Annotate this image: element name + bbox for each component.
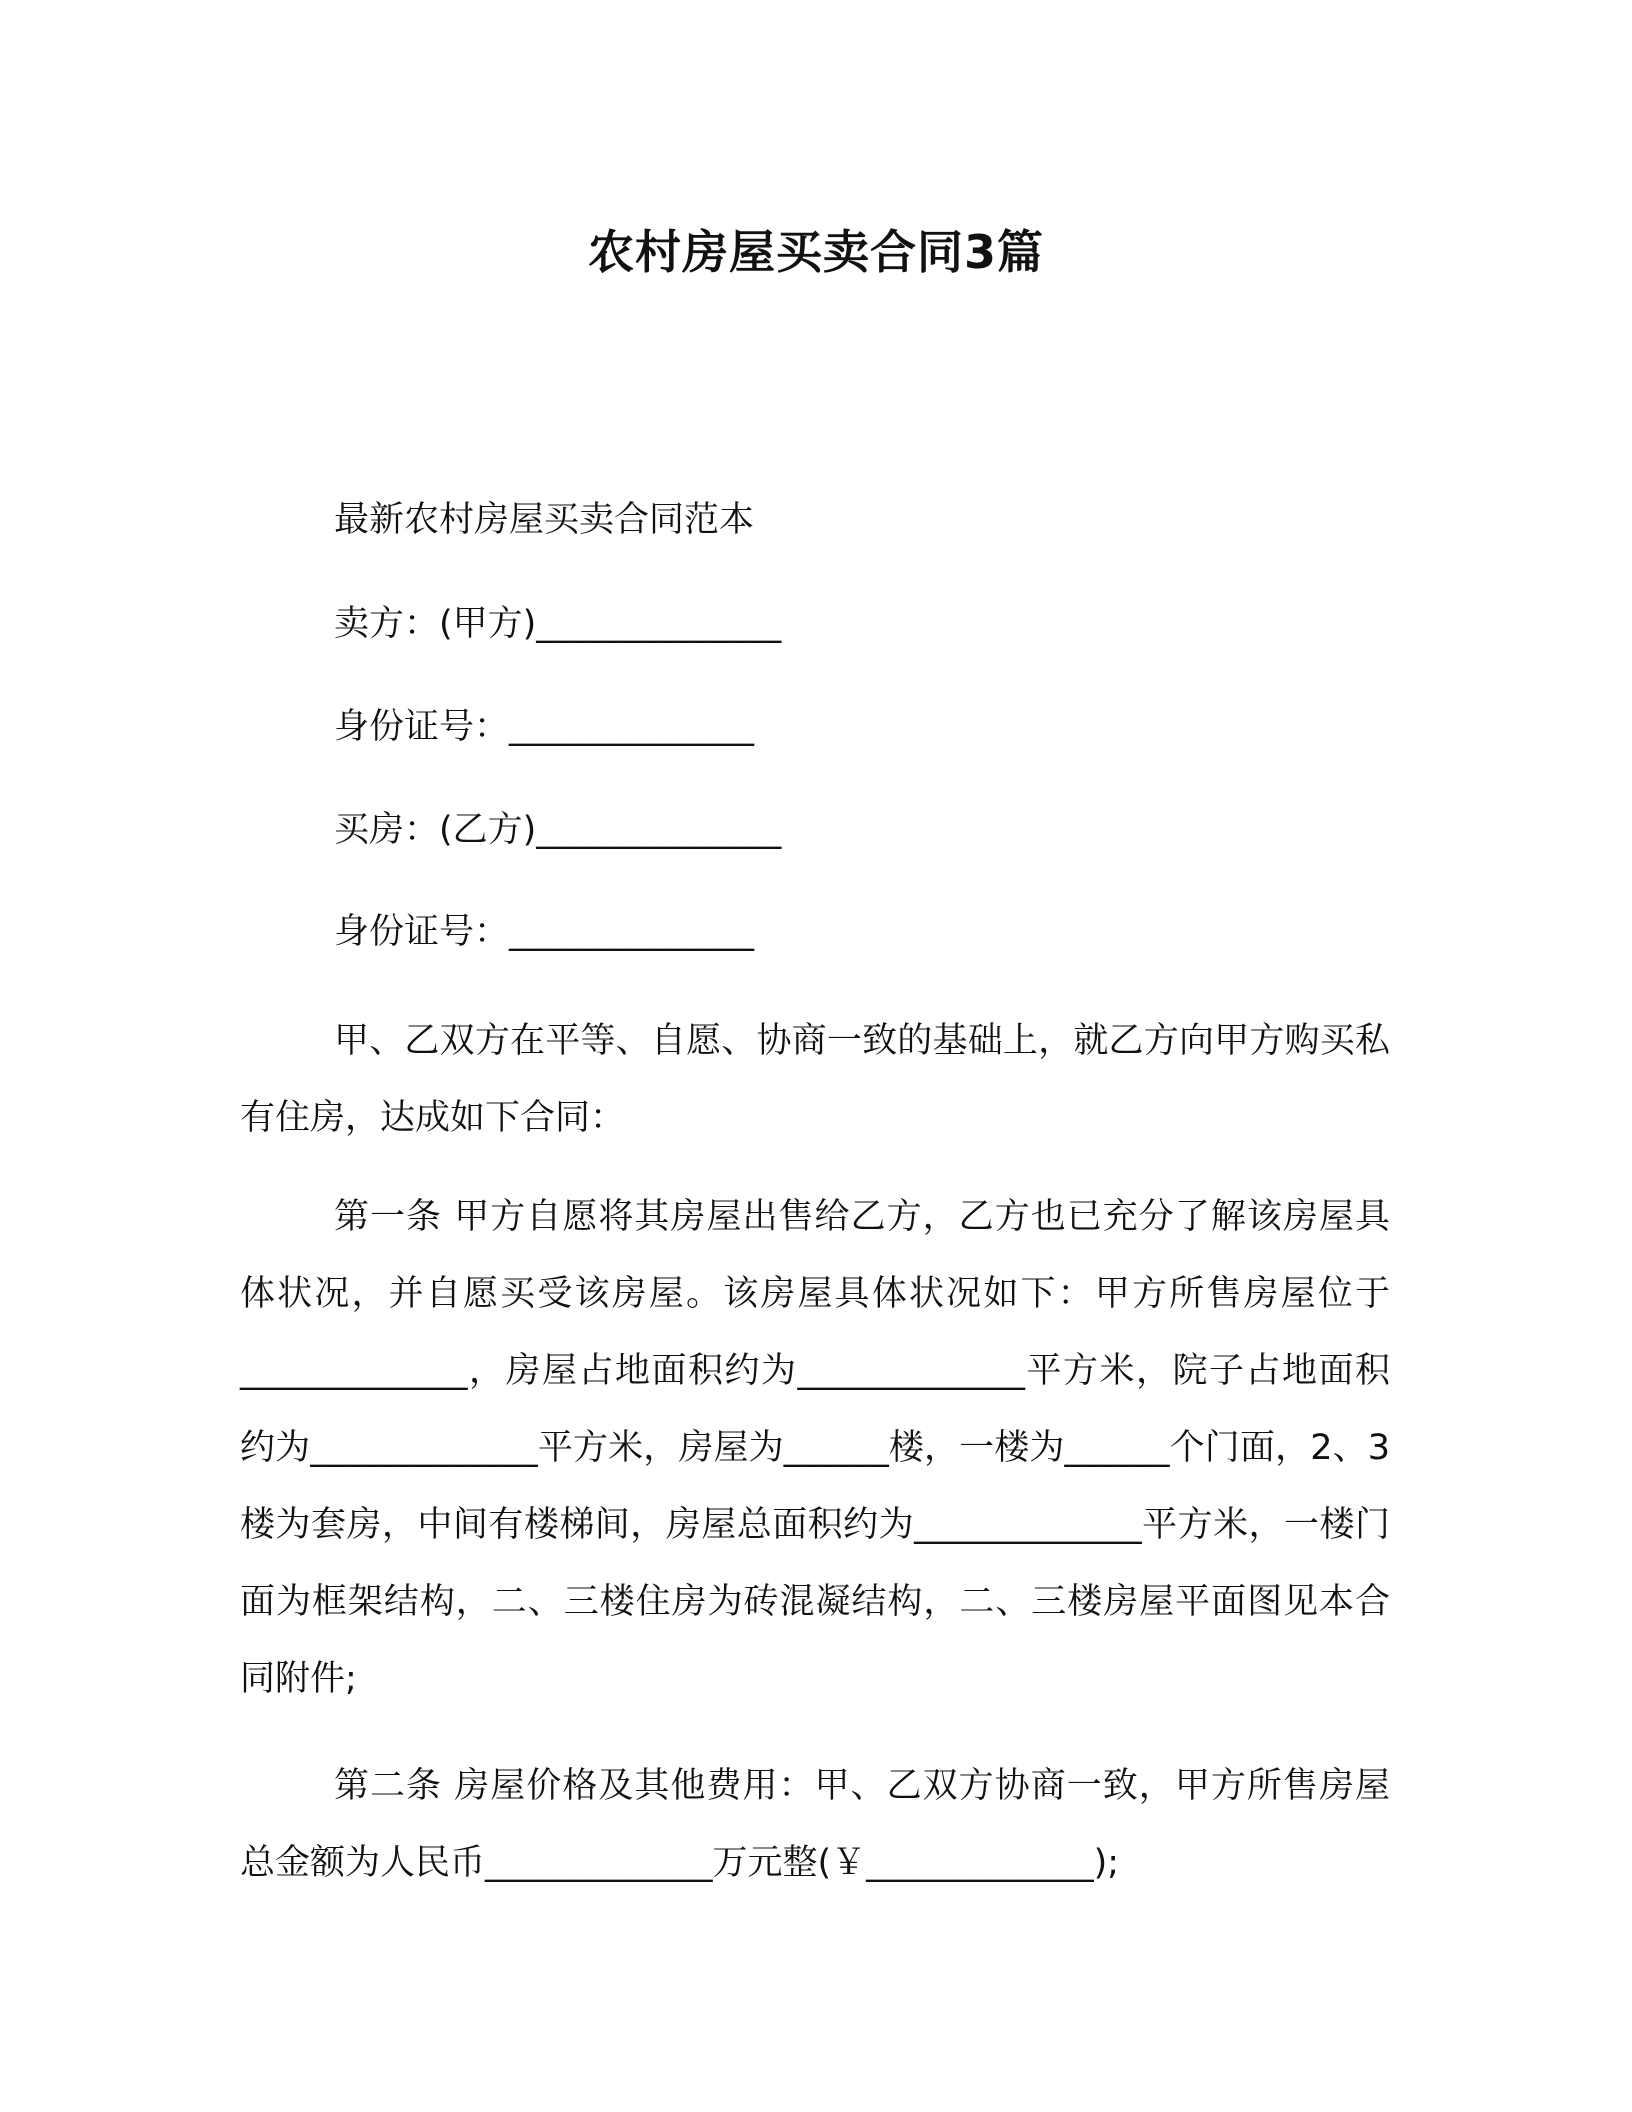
- article-2-paragraph: 第二条 房屋价格及其他费用：甲、乙双方协商一致，甲方所售房屋总金额为人民币_____________万元整(￥_____________);: [240, 1766, 1390, 1883]
- document-title: 农村房屋买卖合同3篇: [587, 225, 1044, 279]
- article-1-paragraph: 第一条 甲方自愿将其房屋出售给乙方，乙方也已充分了解该房屋具体状况，并自愿买受该房屋。该房屋具体状况如下：甲方所售房屋位于_____________，房屋占地面积约为_____________平方米，院子占地面积约为_____________平方米，房屋为______楼，一楼为______个门面，2、3 楼为套房，中间有楼梯间，房屋总面积约为_____________平方米，一楼门面为框架结构，二、三楼住房为砖混凝结构，二、三楼房屋平面图见本合同附件;: [240, 1197, 1390, 1699]
- seller-id-line: 身份证号：______________: [334, 707, 755, 747]
- intro-paragraph: 甲、乙双方在平等、自愿、协商一致的基础上，就乙方向甲方购买私有住房，达成如下合同：: [240, 1021, 1390, 1138]
- contract-subtitle: 最新农村房屋买卖合同范本: [334, 500, 755, 540]
- seller-line: 卖方：(甲方)______________: [334, 604, 782, 644]
- buyer-line: 买房：(乙方)______________: [334, 810, 782, 850]
- buyer-id-line: 身份证号：______________: [334, 912, 755, 952]
